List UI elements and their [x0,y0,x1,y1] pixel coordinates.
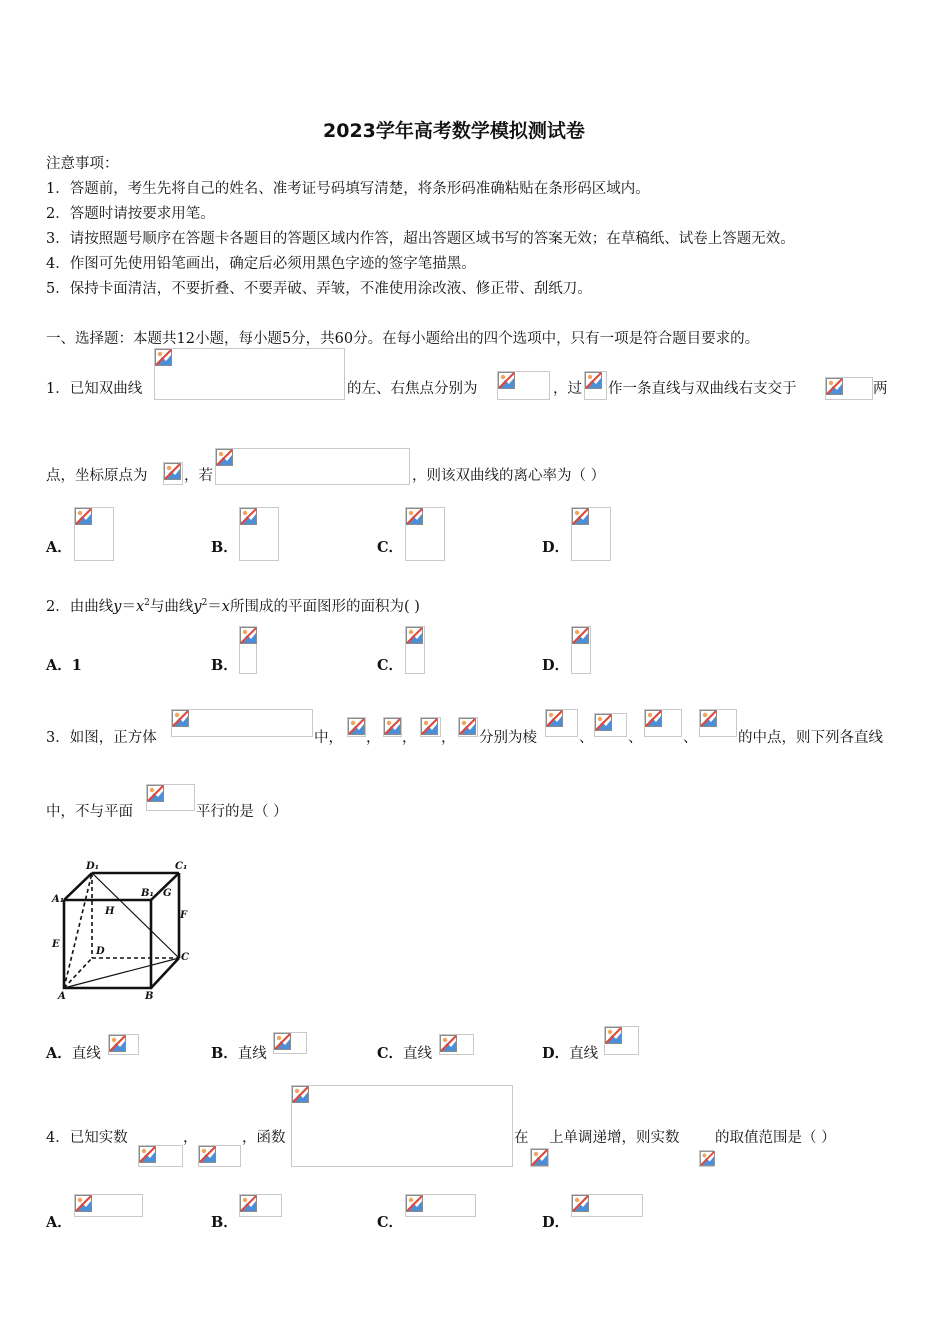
formula-image [458,717,478,737]
broken-image-icon [147,785,164,802]
q2-var: y [113,599,122,615]
broken-image-icon [440,1035,457,1052]
q4-text: 的取值范围是（ ） [715,1130,836,1146]
option-image [439,1034,474,1055]
notice-item: 2．答题时请按要求用笔。 [46,206,215,222]
broken-image-icon [459,718,476,735]
broken-image-icon [498,372,515,389]
option-c-label: C． [377,1214,404,1231]
q4-text: 在 [514,1130,529,1146]
broken-image-icon [406,508,423,525]
vertex-label: D [96,946,105,957]
broken-image-icon [546,710,563,727]
broken-image-icon [172,710,189,727]
q3-text: ， [402,730,417,746]
formula-image [825,377,873,400]
option-a-label: A． [46,1214,72,1231]
broken-image-icon [216,449,233,466]
formula-image [497,371,550,400]
notice-heading: 注意事项： [46,156,119,172]
formula-image [594,713,627,737]
option-c-label [377,1042,432,1063]
vertex-label: E [52,939,60,950]
q1-text: ，则该双曲线的离心率为（ ） [412,468,606,484]
q3-text: 分别为棱 [479,730,537,746]
q2-var: x [221,599,230,615]
formula-image [699,709,737,737]
vertex-label: H [105,906,115,917]
option-d-label: D． [542,539,570,556]
broken-image-icon [421,718,438,735]
broken-image-icon [572,1195,589,1212]
option-b-label: B． [211,657,238,674]
formula-image [644,709,682,737]
q3-text: ， [366,730,381,746]
option-d-label: D． [542,1214,570,1231]
broken-image-icon [139,1146,156,1163]
broken-image-icon [585,372,602,389]
broken-image-icon [384,718,401,735]
q1-text: 作一条直线与双曲线右支交于 [608,381,797,397]
option-letter: C． [377,1045,404,1062]
option-text: 直线 [237,1046,267,1062]
option-image [571,507,611,561]
q2-var: y [193,599,202,615]
broken-image-icon [531,1149,548,1166]
q1-text: 1．已知双曲线 [46,381,143,397]
option-letter: B． [211,1045,238,1062]
q3-text: 中，不与平面 [46,804,133,820]
q3-text: 、 [628,730,643,746]
broken-image-icon [406,1195,423,1212]
q1-text: ，过 [553,381,582,397]
formula-image [420,717,441,737]
option-image [604,1026,639,1055]
option-b-label: B． [211,539,238,556]
broken-image-icon [164,463,181,480]
formula-image [699,1150,714,1167]
formula-image [171,709,313,737]
broken-image-icon [240,1195,257,1212]
q4-text: ， [183,1130,198,1146]
option-text: 直线 [403,1046,433,1062]
broken-image-icon [155,349,172,366]
q4-text: ，函数 [242,1130,286,1146]
broken-image-icon [348,718,365,735]
option-c-label: C． [377,539,404,556]
q4-text: 4．已知实数 [46,1130,128,1146]
section-heading: 一、选择题：本题共12小题，每小题5分，共60分。在每小题给出的四个选项中，只有一项是符合题目要求的。 [46,331,760,347]
broken-image-icon [240,627,257,644]
formula-image [163,462,183,485]
q2-eq: ＝ [207,599,222,615]
option-b-label: B． [211,1214,238,1231]
option-text: 直线 [71,1046,101,1062]
option-image [571,626,591,674]
vertex-label: D₁ [86,861,100,872]
option-image [405,507,445,561]
formula-image [530,1148,549,1167]
q3-text: 平行的是（ ） [196,804,288,820]
q2-text [46,595,420,616]
q2-exp: 2 [201,598,208,609]
vertex-label: A₁ [52,894,65,905]
formula-image [198,1145,241,1167]
broken-image-icon [199,1146,216,1163]
option-image [108,1034,139,1055]
option-image [273,1032,307,1054]
broken-image-icon [274,1033,291,1050]
q2-tail: 所围成的平面图形的面积为( ) [229,599,420,615]
vertex-label: C₁ [175,861,188,872]
vertex-label: B [145,991,154,1002]
option-d-label: D． [542,657,570,674]
option-text: 直线 [569,1046,599,1062]
notice-item: 5．保持卡面清洁，不要折叠、不要弄破、弄皱，不准使用涂改液、修正带、刮纸刀。 [46,281,592,297]
vertex-label: G [163,888,172,899]
q2-eq: ＝ [121,599,136,615]
vertex-label: A [58,991,66,1002]
formula-image [347,717,366,737]
q2-var: x [135,599,145,615]
formula-image [138,1145,183,1167]
notice-item: 1．答题前，考生先将自己的姓名、准考证号码填写清楚，将条形码准确粘贴在条形码区域内。 [46,181,650,197]
formula-image [545,709,578,737]
option-letter: A． [46,1045,72,1062]
broken-image-icon [572,627,589,644]
broken-image-icon [109,1035,126,1052]
option-b-label [211,1042,267,1063]
option-a-label: A．1 [46,657,82,674]
formula-image [146,784,195,811]
vertex-label: B₁ [141,888,154,899]
option-letter: D． [542,1045,570,1062]
broken-image-icon [700,710,717,727]
broken-image-icon [595,714,612,731]
option-image [405,1194,476,1217]
broken-image-icon [406,627,423,644]
broken-image-icon [292,1086,309,1103]
option-image [571,1194,643,1217]
q3-text: 的中点，则下列各直线 [738,730,883,746]
option-image [239,626,257,674]
q1-text: 点，坐标原点为 [46,468,148,484]
broken-image-icon [240,508,257,525]
option-d-label [542,1042,598,1063]
notice-item: 3．请按照题号顺序在答题卡各题目的答题区域内作答，超出答题区域书写的答案无效；在草稿纸、试卷上答题无效。 [46,231,795,247]
option-image [239,507,279,561]
q2-mid: 与曲线 [149,599,194,615]
option-c-label: C． [377,657,404,674]
option-image [74,1194,143,1217]
broken-image-icon [645,710,662,727]
vertex-label: F [180,910,188,921]
q4-text: 上单调递增，则实数 [549,1130,680,1146]
broken-image-icon [826,378,843,395]
q1-text: ，若 [184,468,213,484]
notice-item: 4．作图可先使用铅笔画出，确定后必须用黑色字迹的签字笔描黑。 [46,256,476,272]
formula-image [584,371,607,400]
q1-text: 两 [873,381,888,397]
option-a-label: A． [46,539,72,556]
broken-image-icon [605,1027,622,1044]
formula-image [383,717,402,737]
broken-image-icon [75,508,92,525]
broken-image-icon [700,1151,715,1166]
formula-image [154,348,345,400]
option-image [239,1194,282,1217]
broken-image-icon [75,1195,92,1212]
cube-figure [48,858,198,1006]
option-a-label [46,1042,101,1063]
page-title: 2023学年高考数学模拟测试卷 [323,120,585,142]
q3-text: 、 [579,730,594,746]
q2-exp: 2 [144,598,150,609]
q1-text: 的左、右焦点分别为 [347,381,478,397]
q3-text: 中， [314,730,343,746]
q3-text: ， [441,730,456,746]
vertex-label: C [181,952,189,963]
option-image [405,626,425,674]
q3-text: 3．如图，正方体 [46,730,157,746]
q2-lead: 2．由曲线 [46,599,114,615]
formula-image [215,448,410,485]
formula-image [291,1085,513,1167]
broken-image-icon [572,508,589,525]
option-image [74,507,114,561]
q3-text: 、 [683,730,698,746]
